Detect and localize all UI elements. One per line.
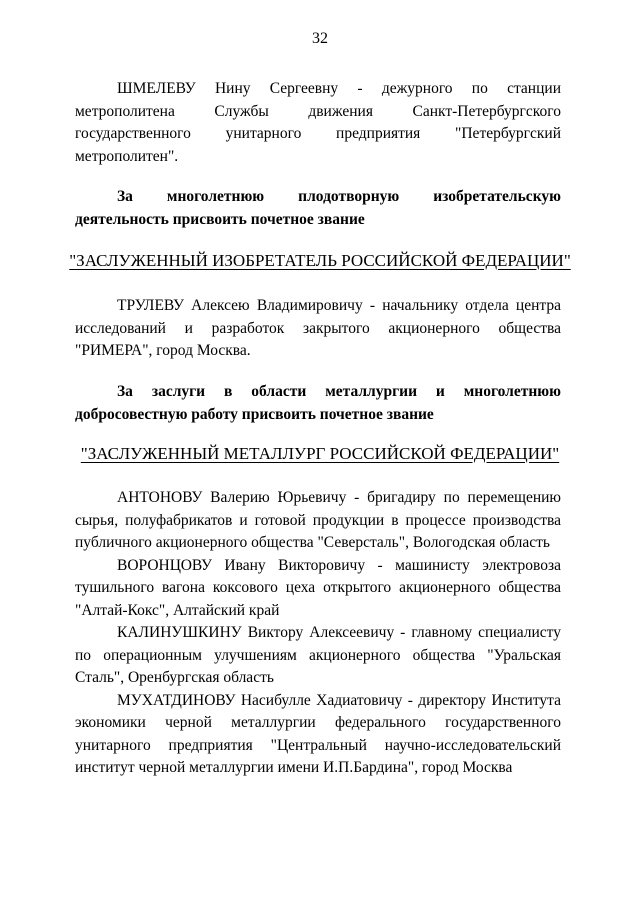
award-title-metallurgist [0,443,640,465]
award-entries-list [75,487,561,780]
award-entry-kalinushkin: КАЛИНУШКИНУ Виктору Алексеевичу - главному специалисту по операционным улучшениям акционерного общества "Уральская Сталь", Оренбургская область [75,624,561,686]
award-heading-inventor: За многолетнюю плодотворную изобретательскую деятельность присвоить почетное звание [75,188,561,228]
award-heading-metallurgist: За заслуги в области металлургии и многолетнюю добросовестную работу присвоить почетное звание [75,383,561,423]
award-title-inventor [0,250,640,272]
award-title-inventor-text: "ЗАСЛУЖЕННЫЙ ИЗОБРЕТАТЕЛЬ РОССИЙСКОЙ ФЕДЕРАЦИИ" [69,251,571,270]
award-title-metallurgist-text: "ЗАСЛУЖЕННЫЙ МЕТАЛЛУРГ РОССИЙСКОЙ ФЕДЕРАЦИИ" [80,444,560,463]
award-entry-antonov: АНТОНОВУ Валерию Юрьевичу - бригадиру по перемещению сырья, полуфабрикатов и готовой продукции в процессе производства публичного акционерного общества "Северсталь", Вологодская область [75,489,561,551]
award-entry-vorontsov: ВОРОНЦОВУ Ивану Викторовичу - машинисту электровоза тушильного вагона коксового цеха открытого акционерного общества "Алтай-Кокс", Алтайский край [75,556,561,619]
award-entry-shmeleva: ШМЕЛЕВУ Нину Сергеевну - дежурного по станции метрополитена Службы движения Санкт-Петербургского государственного унитарного предприятия "Петербургский метрополитен". [75,80,561,165]
page-number: 32 [312,30,328,47]
award-entry-mukhatdinov: МУХАТДИНОВУ Насибулле Хадиатовичу - директору Института экономики черной металлургии федерального государственного унитарного предприятия "Центральный научно-исследовательский институт черной металлургии имени И.П.Бардина", город Москва [75,691,561,776]
award-entry-truleva: ТРУЛЕВУ Алексею Владимировичу - начальнику отдела центра исследований и разработок закрытого акционерного общества "РИМЕРА", город Москва. [75,297,561,359]
